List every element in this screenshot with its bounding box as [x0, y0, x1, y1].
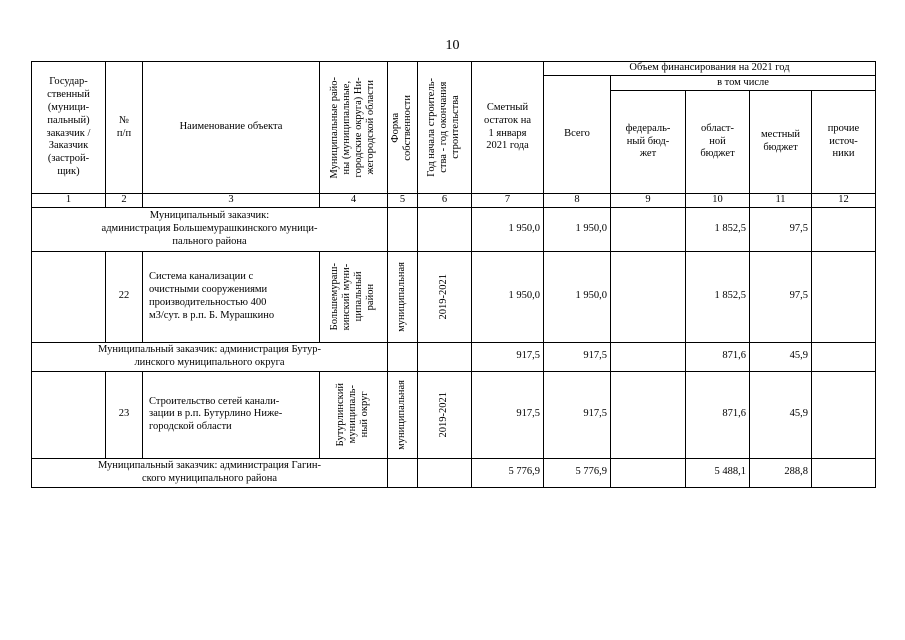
regional-value: 1 852,5 — [686, 207, 750, 251]
local-value: 288,8 — [750, 458, 812, 487]
header-regional: област- ной бюджет — [686, 91, 750, 194]
object-years: 2019-2021 — [418, 371, 472, 458]
column-numbers-row — [32, 194, 876, 208]
object-name: Система канализации с очистными сооружениями производительностью 400 м3/сут. в р.п. Б. Мурашкино — [143, 251, 320, 342]
page-number: 10 — [445, 38, 460, 53]
regional-value: 871,6 — [686, 342, 750, 371]
local-value: 45,9 — [750, 342, 812, 371]
header-local: местный бюджет — [750, 91, 812, 194]
group-row — [32, 458, 876, 487]
header-district: Муниципальные райо- ны (муниципальные, городские округа) Ни- жегородской области — [320, 62, 388, 194]
financing-table — [31, 61, 876, 488]
other-value — [812, 207, 876, 251]
column-number: 3 — [143, 194, 320, 208]
other-value — [812, 458, 876, 487]
column-number: 7 — [472, 194, 544, 208]
header-estimate: Сметный остаток на 1 января 2021 года — [472, 62, 544, 194]
estimate-value: 5 776,9 — [472, 458, 544, 487]
object-ownership: муниципальная — [388, 251, 418, 342]
header-financing-title: Объем финансирования на 2021 год — [544, 62, 876, 76]
other-value — [812, 342, 876, 371]
column-number: 10 — [686, 194, 750, 208]
group-customer: Муниципальный заказчик: администрация Большемурашкинского муници- пального района — [32, 207, 388, 251]
column-number: 6 — [418, 194, 472, 208]
column-number: 12 — [812, 194, 876, 208]
column-number: 1 — [32, 194, 106, 208]
group-row — [32, 207, 876, 251]
federal-value — [611, 458, 686, 487]
header-years: Год начала строитель- ства - год окончания строительства — [418, 62, 472, 194]
local-value: 45,9 — [750, 371, 812, 458]
local-value: 97,5 — [750, 251, 812, 342]
header-row-1 — [32, 62, 876, 76]
object-number: 23 — [106, 371, 143, 458]
federal-value — [611, 371, 686, 458]
local-value: 97,5 — [750, 207, 812, 251]
regional-value: 1 852,5 — [686, 251, 750, 342]
empty-cell — [418, 458, 472, 487]
total-value: 1 950,0 — [544, 207, 611, 251]
estimate-value: 917,5 — [472, 342, 544, 371]
total-value: 1 950,0 — [544, 251, 611, 342]
column-number: 11 — [750, 194, 812, 208]
header-federal: федераль- ный бюд- жет — [611, 91, 686, 194]
object-years: 2019-2021 — [418, 251, 472, 342]
other-value — [812, 371, 876, 458]
column-number: 5 — [388, 194, 418, 208]
header-in-total: в том числе — [611, 76, 876, 91]
object-row — [32, 371, 876, 458]
header-ownership: Форма собственности — [388, 62, 418, 194]
total-value: 917,5 — [544, 342, 611, 371]
federal-value — [611, 251, 686, 342]
column-number: 2 — [106, 194, 143, 208]
federal-value — [611, 207, 686, 251]
federal-value — [611, 342, 686, 371]
header-other: прочие источ- ники — [812, 91, 876, 194]
object-ownership: муниципальная — [388, 371, 418, 458]
object-district: Бутурлинский муниципаль- ный округ — [320, 371, 388, 458]
group-row — [32, 342, 876, 371]
empty-cell — [418, 342, 472, 371]
column-number: 8 — [544, 194, 611, 208]
column-number: 9 — [611, 194, 686, 208]
estimate-value: 917,5 — [472, 371, 544, 458]
header-total: Всего — [544, 76, 611, 194]
estimate-value: 1 950,0 — [472, 251, 544, 342]
group-customer: Муниципальный заказчик: администрация Гагин- ского муниципального района — [32, 458, 388, 487]
empty-cell — [388, 458, 418, 487]
other-value — [812, 251, 876, 342]
empty-cell — [32, 251, 106, 342]
regional-value: 5 488,1 — [686, 458, 750, 487]
header-object-name: Наименование объекта — [143, 62, 320, 194]
object-district: Большемураш- кинский муни- ципальный район — [320, 251, 388, 342]
object-row — [32, 251, 876, 342]
total-value: 917,5 — [544, 371, 611, 458]
object-number: 22 — [106, 251, 143, 342]
empty-cell — [388, 342, 418, 371]
estimate-value: 1 950,0 — [472, 207, 544, 251]
regional-value: 871,6 — [686, 371, 750, 458]
header-customer: Государ- ственный (муници- пальный) заказчик / Заказчик (застрой- щик) — [32, 62, 106, 194]
empty-cell — [388, 207, 418, 251]
group-customer: Муниципальный заказчик: администрация Бутур- линского муниципального округа — [32, 342, 388, 371]
column-number: 4 — [320, 194, 388, 208]
empty-cell — [418, 207, 472, 251]
total-value: 5 776,9 — [544, 458, 611, 487]
empty-cell — [32, 371, 106, 458]
header-number: № п/п — [106, 62, 143, 194]
object-name: Строительство сетей канали- зации в р.п. Бутурлино Ниже- городской области — [143, 371, 320, 458]
